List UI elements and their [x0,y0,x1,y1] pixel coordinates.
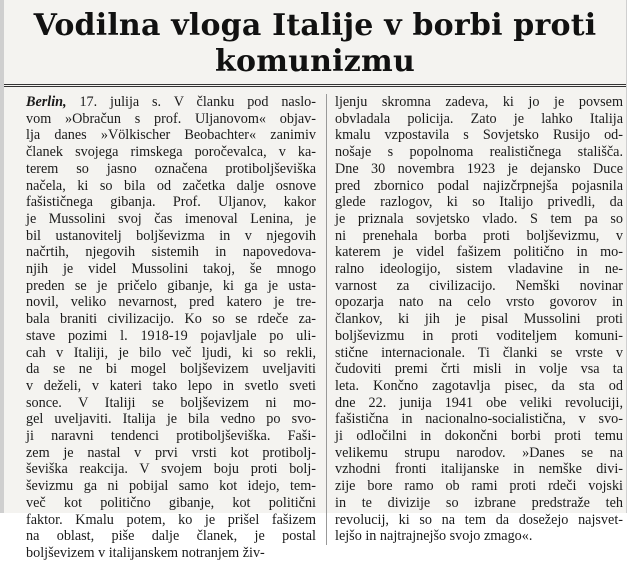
headline-line-1: Vodilna vloga Italije v borbi proti [33,8,597,43]
article-line: Berlin, 17. julija s. V članku pod naslo- [26,94,316,110]
article-line: v deželi, v kateri tako lepo in svetlo sveti [26,377,316,394]
article-line: vom »Obračun s prof. Uljanovom« objav- [26,110,316,127]
article-line: opozarja nato na celo vrsto govorov in [335,294,623,311]
headline-line-2: komunizmu [215,44,415,79]
article-line: je Mussolini svoj čas imenoval Lenina, je [26,210,316,227]
article-line: na oblast, piše dalje članek, je postal [26,528,316,545]
article-line: preden se je pričelo gibanje, ki ga je usta- [26,277,316,294]
article-line: stave pozimi l. 1918-19 pojavljale po uli- [26,327,316,344]
article-line: Dne 30 novembra 1923 je dejansko Duce [335,160,623,177]
article-line: novil, veliko nevarnost, pred katero je tre- [26,294,316,311]
article-line: nošaje s popolnoma realističnega stališča. [335,144,623,161]
article-line: boljševizmu in proti voditeljem komuni- [335,327,623,344]
article-line: pred zbornico podal najizčrpnejša pojasnila [335,177,623,194]
article-line: čudoviti premi črti misli in volje vsa ta [335,361,623,378]
article-line: njih je videl Mussolini takoj, še mnogo [26,261,316,278]
article-line: več kot politično gibanje, kot politični [26,494,316,511]
article-body [26,94,623,561]
article-line: cah v Italiji, je bilo več ljudi, ki so rekli, [26,344,316,361]
article-line: velikemu strupu narodov. »Danes se na [335,444,623,461]
article-line: načela, ki so bila od začetka dalje osnove [26,177,316,194]
article-line: fašistična in nacionalno-socialistična, v svo- [335,411,623,428]
article-line: načrtih, njegovih sistemih in napovedova- [26,244,316,261]
article-line: stične internacionale. Ti članki se vrste v [335,344,623,361]
article-line: ševizmu ga ni pobijal samo kot idejo, tem- [26,478,316,495]
article-line: kmalu vzpostavila s Sovjetsko Rusijo od- [335,127,623,144]
article-line: bala braniti civilizacijo. Ko so se rdeče za- [26,311,316,328]
article-line: katerem je videl fašizem politično in mo- [335,244,623,261]
article-line: ji naravni tendenci protiboljševiška. Faši- [26,428,316,445]
article-line: zem je nastal v prvi vrsti kot protibolj- [26,444,316,461]
article-line: ji odločilni in dokončni borbi proti temu [335,428,623,445]
article-column-left [26,94,316,562]
article-line: varnost za civilizacijo. Nemški novinar [335,277,623,294]
article-line: zije bore ramo ob rami proti rdeči vojski [335,478,623,495]
article-line: ljenju skromna zadeva, ki jo je povsem [335,94,623,110]
article-line: obvladala policija. Zato je lahko Italija [335,110,623,127]
headline [4,0,626,80]
article-line: sonce. V Italiji se boljševizem ni mo- [26,394,316,411]
article-line: revolucij, ki so na tem da dosežejo najsvet- [335,511,623,528]
article-line: ševiška reakcija. V svojem boju proti bolj- [26,461,316,478]
article-line: vzhodni fronti italijanske in nemške divi- [335,461,623,478]
article-line: leta. Končno zagotavlja pisec, da sta od [335,377,623,394]
article-line: lejšo in najtrajnejšo svojo zmago«. [335,528,533,545]
headline-divider [4,84,626,87]
article-line: da se ne bi mogel boljševizem uveljaviti [26,361,316,378]
article-line: lja danes »Völkischer Beobachter« zanimiv [26,127,316,144]
article-line: člankov, ki jih je pisal Mussolini proti [335,311,623,328]
article-line: bil ustanovitelj boljševizma in v njegovih [26,227,316,244]
article-line: ni prenehala borba proti boljševizmu, v [335,227,623,244]
article-line: boljševizem v italijanskem notranjem živ- [26,544,265,561]
article-line: fašističnega gibanja. Prof. Uljanov, kakor [26,194,316,211]
article-line: dne 22. junija 1941 obe veliki revoluciji, [335,394,623,411]
article-column-right [326,94,623,545]
article-line: gel uveljaviti. Italija je bila vedno po svo- [26,411,316,428]
article-line: terem so jasno označena protiboljševiška [26,160,316,177]
article-line: ralno ideologijo, sistem vladavine in ne- [335,261,623,278]
dateline: Berlin, [26,94,67,110]
article-line: je priznala sovjetsko vlado. S tem pa so [335,210,623,227]
article-line: in te divizije so izbrane predstraže teh [335,494,623,511]
article-line: članek svojega rimskega poročevalca, v ka- [26,144,316,161]
article-line: faktor. Kmalu potem, ko je prišel fašizem [26,511,316,528]
article-line: glede razlogov, ki so Italijo privedli, da [335,194,623,211]
